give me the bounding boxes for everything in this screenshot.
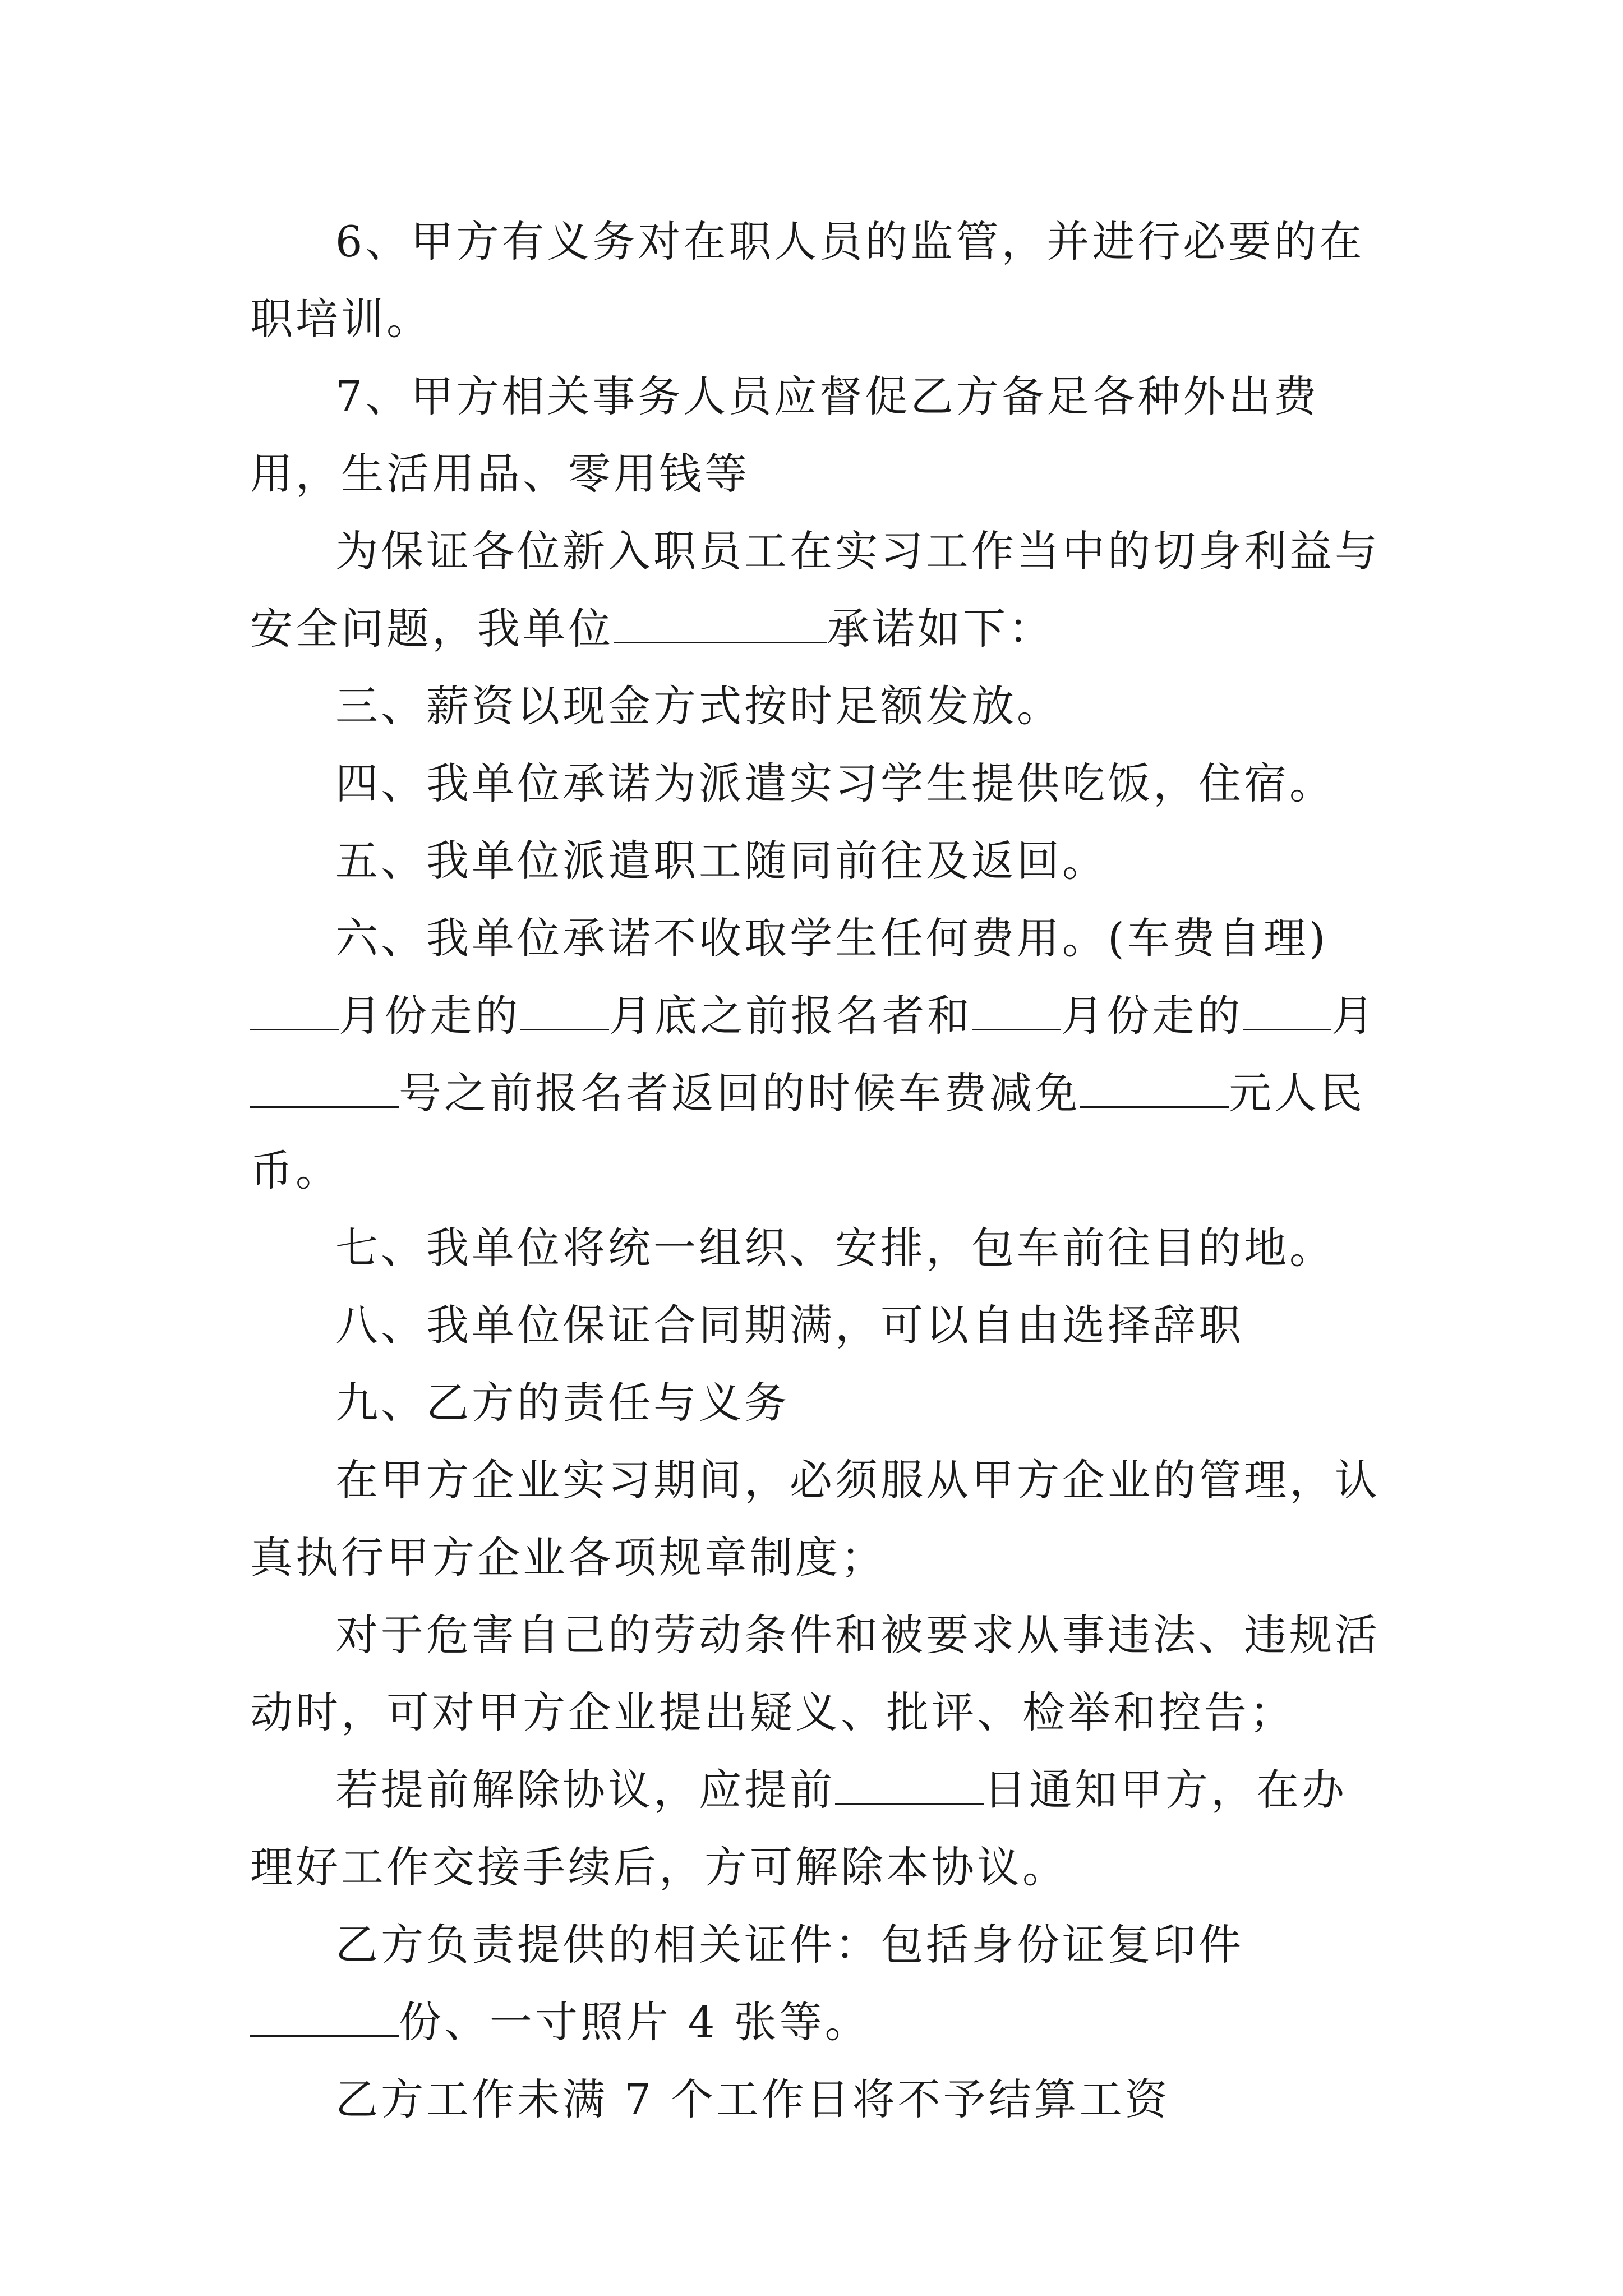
id-copies-blank [250, 2000, 399, 2037]
item-6-no-fees: 六、我单位承诺不收取学生任何费用。(车费自理)月份走的 月底之前报名者和 月份走的 月号之前报名者返回的时候车费减免 元人民币。 [250, 913, 1377, 1195]
month-blank-2 [520, 994, 609, 1030]
party-b-wage-condition: 乙方工作未满 7 个工作日将不予结算工资 [335, 2074, 1170, 2124]
party-b-documents: 乙方负责提供的相关证件：包括身份证复印件份、一寸照片 4 张等。 [250, 1906, 1389, 2061]
unit-name-blank [614, 607, 827, 643]
item-9-heading: 九、乙方的责任与义务 [335, 1378, 790, 1428]
month-blank-1 [250, 994, 339, 1030]
notice-days-blank [835, 1768, 984, 1805]
item-4-meals-lodging: 四、我单位承诺为派遣实习学生提供吃饭，住宿。 [335, 758, 1335, 808]
clause-6-training: 6、甲方有义务对在职人员的监管，并进行必要的在职培训。 [250, 217, 1365, 344]
party-b-obey-rules: 在甲方企业实习期间，必须服从甲方企业的管理，认真执行甲方企业各项规章制度； [250, 1455, 1380, 1582]
document-body [250, 203, 1389, 2138]
item-3-salary: 三、薪资以现金方式按时足额发放。 [335, 681, 1062, 731]
commitment-intro: 为保证各位新入职员工在实习工作当中的切身利益与安全问题，我单位 承诺如下： [250, 526, 1380, 654]
month-blank-3 [972, 994, 1061, 1030]
day-blank [250, 1071, 399, 1108]
party-b-right-to-object: 对于危害自己的劳动条件和被要求从事违法、违规活动时，可对甲方企业提出疑义、批评、检举和控告； [250, 1610, 1380, 1737]
clause-7-expenses: 7、甲方相关事务人员应督促乙方备足各种外出费用，生活用品、零用钱等 [250, 371, 1320, 499]
month-blank-4 [1243, 994, 1331, 1030]
amount-blank [1080, 1071, 1229, 1108]
item-5-escort: 五、我单位派遣职工随同前往及返回。 [335, 836, 1108, 886]
item-7-transport: 七、我单位将统一组织、安排，包车前往目的地。 [335, 1223, 1335, 1273]
party-b-termination-notice: 若提前解除协议，应提前 日通知甲方，在办理好工作交接手续后，方可解除本协议。 [250, 1765, 1347, 1892]
item-8-resignation: 八、我单位保证合同期满，可以自由选择辞职 [335, 1300, 1244, 1350]
